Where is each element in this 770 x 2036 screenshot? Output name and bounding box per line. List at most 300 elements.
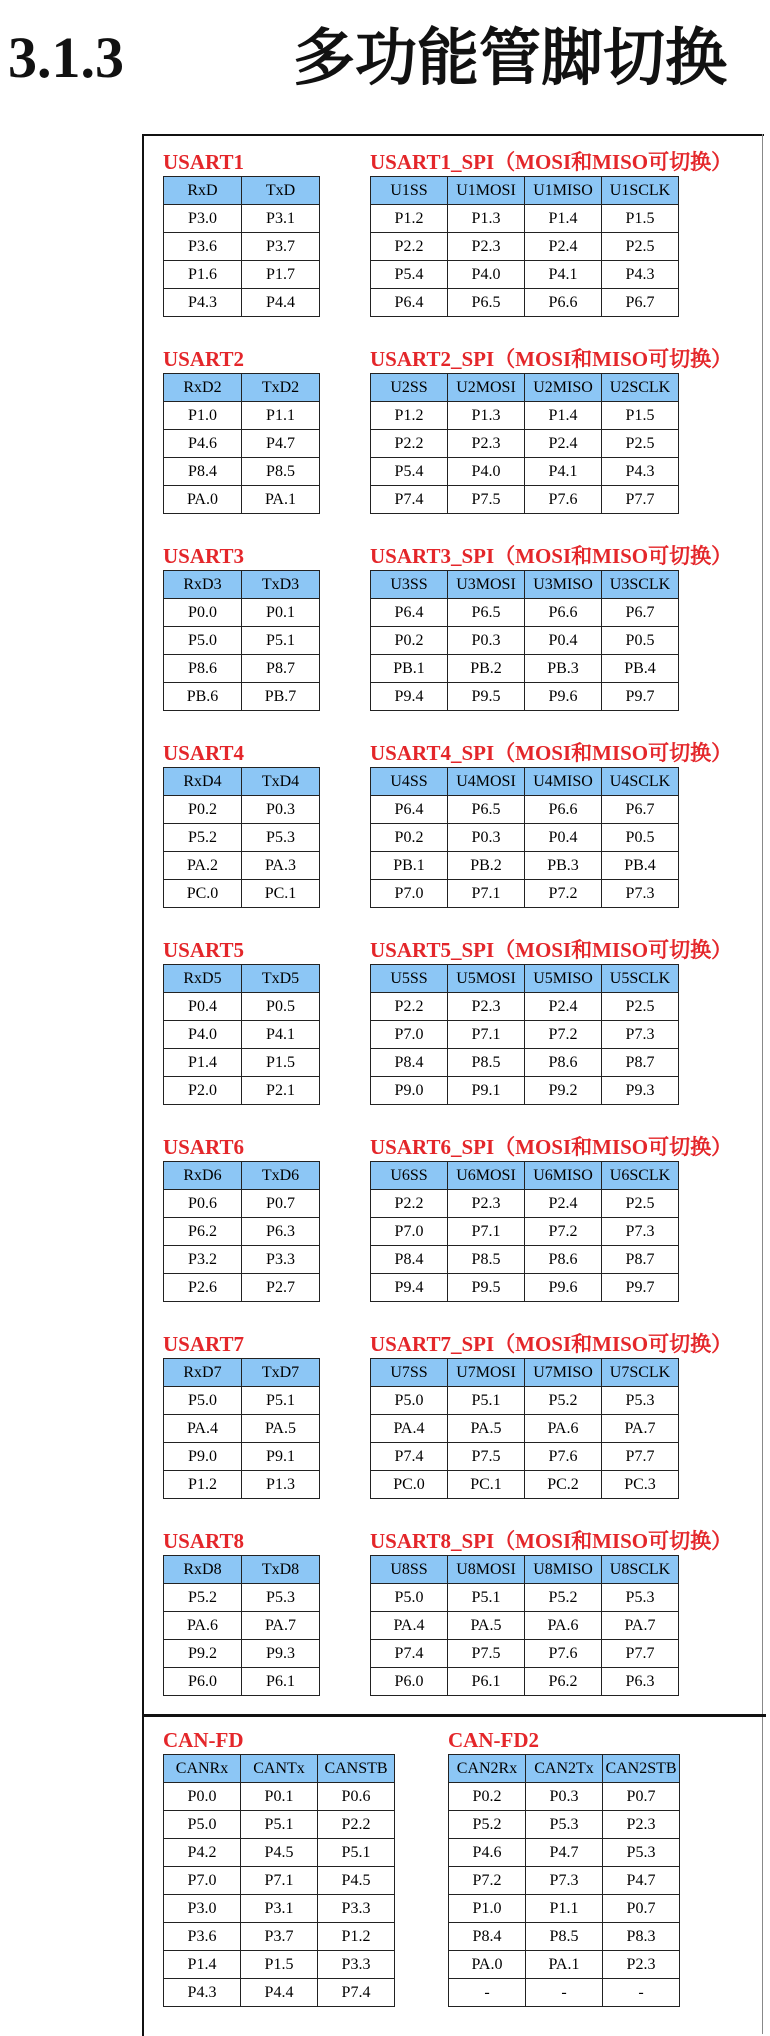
table-header-row [164,374,320,402]
pin-cell: P5.1 [448,1387,525,1415]
table-row [164,1584,320,1612]
usart-spi-label: USART3_SPI（MOSI和MISO可切换） [370,544,733,568]
table-row [371,993,679,1021]
pin-cell: P1.7 [242,261,320,289]
usart-pin-table [163,373,320,514]
pin-cell: P7.0 [371,1021,448,1049]
table-row [164,1895,395,1923]
can-label: CAN-FD2 [448,1728,539,1752]
pin-cell: PA.5 [242,1415,320,1443]
pin-cell: P6.7 [602,599,679,627]
table-row [371,1218,679,1246]
pin-cell: P1.2 [371,402,448,430]
pin-cell: P7.2 [525,1021,602,1049]
table-row [164,1274,320,1302]
pin-cell: P0.7 [242,1190,320,1218]
usart-label: USART5 [163,938,244,962]
table-row [371,1021,679,1049]
table-row [371,655,679,683]
column-header: CAN2Tx [526,1755,603,1783]
pin-cell: P2.5 [602,993,679,1021]
pin-cell: P4.1 [525,261,602,289]
pin-cell: P7.5 [448,1443,525,1471]
pin-cell: P2.3 [448,993,525,1021]
usart-label: USART4 [163,741,244,765]
column-header: U3SCLK [602,571,679,599]
usart-label: USART2 [163,347,244,371]
spi-pin-table [370,1161,679,1302]
pin-cell: P6.2 [164,1218,242,1246]
section-number: 3.1.3 [8,25,124,90]
pin-cell: P0.2 [449,1783,526,1811]
column-header: U8SS [371,1556,448,1584]
pin-cell: P6.1 [242,1668,320,1696]
pin-cell: P7.5 [448,1640,525,1668]
pin-cell: PB.1 [371,655,448,683]
pin-cell: P7.3 [526,1867,603,1895]
pin-cell: P8.4 [164,458,242,486]
spi-pin-table [370,767,679,908]
table-row [371,627,679,655]
pin-cell: P7.2 [525,880,602,908]
pin-cell: P2.7 [242,1274,320,1302]
pin-cell: P2.3 [448,430,525,458]
pin-cell: P3.7 [242,233,320,261]
pin-cell: P7.5 [448,486,525,514]
pin-cell: P9.1 [242,1443,320,1471]
pin-cell: PB.3 [525,655,602,683]
pin-cell: P1.2 [318,1923,395,1951]
pin-cell: PA.4 [371,1415,448,1443]
pin-cell: PA.2 [164,852,242,880]
table-row [164,1387,320,1415]
pin-cell: P9.7 [602,1274,679,1302]
pin-cell: P2.5 [602,233,679,261]
column-header: CAN2STB [603,1755,680,1783]
can-pin-table [163,1754,395,2007]
table-header-row [164,177,320,205]
column-header: U1SS [371,177,448,205]
pin-cell: PB.4 [602,852,679,880]
usart-spi-label: USART7_SPI（MOSI和MISO可切换） [370,1332,733,1356]
table-row [164,1783,395,1811]
column-header: U4MOSI [448,768,525,796]
pin-cell: P4.7 [526,1839,603,1867]
spi-pin-table [370,1555,679,1696]
pin-cell: P7.4 [371,486,448,514]
table-row [164,261,320,289]
pin-cell: P4.3 [164,1979,241,2007]
pin-cell: P9.7 [602,683,679,711]
pin-cell: P4.1 [242,1021,320,1049]
pin-cell: P0.1 [241,1783,318,1811]
pin-cell: P1.4 [525,205,602,233]
pin-cell: PA.5 [448,1612,525,1640]
table-row [164,430,320,458]
pin-cell: P1.5 [242,1049,320,1077]
table-row [164,683,320,711]
pin-cell: PA.7 [602,1415,679,1443]
pin-cell: P2.4 [525,233,602,261]
pin-cell: PC.2 [525,1471,602,1499]
table-header-row [371,1556,679,1584]
pin-cell: P9.5 [448,1274,525,1302]
table-row [164,289,320,317]
pin-cell: P9.2 [525,1077,602,1105]
table-header-row [449,1755,680,1783]
usart-label: USART3 [163,544,244,568]
pin-cell: P9.5 [448,683,525,711]
pin-cell: - [526,1979,603,2007]
pin-cell: P6.3 [602,1668,679,1696]
pin-cell: P0.5 [602,824,679,852]
column-header: TxD [242,177,320,205]
column-header: U8MOSI [448,1556,525,1584]
table-row [371,1471,679,1499]
column-header: CANTx [241,1755,318,1783]
pin-cell: P8.7 [242,655,320,683]
table-row [164,1246,320,1274]
pin-cell: P0.4 [164,993,242,1021]
pin-cell: PA.5 [448,1415,525,1443]
table-row [371,852,679,880]
pin-cell: P9.6 [525,1274,602,1302]
pin-cell: P8.6 [525,1049,602,1077]
pin-cell: P2.4 [525,430,602,458]
pin-cell: P8.5 [242,458,320,486]
usart-pin-table [163,1358,320,1499]
pin-cell: P9.2 [164,1640,242,1668]
column-header: TxD2 [242,374,320,402]
pin-cell: P6.4 [371,796,448,824]
pin-cell: P5.2 [164,1584,242,1612]
column-header: U7SS [371,1359,448,1387]
pin-cell: P0.0 [164,1783,241,1811]
pin-cell: P2.3 [448,233,525,261]
pin-cell: P4.7 [242,430,320,458]
pin-cell: P1.2 [164,1471,242,1499]
table-row [449,1811,680,1839]
table-header-row [371,177,679,205]
column-header: U5MOSI [448,965,525,993]
pin-cell: P4.0 [448,261,525,289]
pin-cell: P5.3 [602,1584,679,1612]
pin-cell: PA.1 [242,486,320,514]
column-header: U1SCLK [602,177,679,205]
spi-pin-table [370,1358,679,1499]
table-header-row [164,1359,320,1387]
table-row [164,1951,395,1979]
pin-cell: P8.6 [525,1246,602,1274]
table-row [164,1218,320,1246]
pin-cell: P2.6 [164,1274,242,1302]
table-row [371,1584,679,1612]
table-row [164,824,320,852]
pin-cell: P1.4 [525,402,602,430]
pin-cell: P6.1 [448,1668,525,1696]
column-header: RxD4 [164,768,242,796]
pin-cell: PA.7 [602,1612,679,1640]
column-header: U4SCLK [602,768,679,796]
column-header: RxD8 [164,1556,242,1584]
pin-cell: P5.3 [603,1839,680,1867]
table-row [371,1190,679,1218]
pin-cell: PB.6 [164,683,242,711]
column-header: U1MISO [525,177,602,205]
table-row [164,852,320,880]
table-row [449,1951,680,1979]
column-header: TxD5 [242,965,320,993]
pin-cell: P0.3 [448,627,525,655]
pin-cell: PC.1 [448,1471,525,1499]
pin-cell: P5.0 [371,1584,448,1612]
column-header: TxD8 [242,1556,320,1584]
pin-cell: P7.1 [241,1867,318,1895]
pin-cell: P6.2 [525,1668,602,1696]
pin-cell: P5.4 [371,458,448,486]
pin-cell: P3.1 [242,205,320,233]
table-row [164,1668,320,1696]
pin-cell: P4.6 [449,1839,526,1867]
table-header-row [164,1162,320,1190]
pin-cell: P1.5 [602,205,679,233]
pin-cell: P5.2 [525,1584,602,1612]
pin-cell: PB.4 [602,655,679,683]
table-row [371,599,679,627]
pin-cell: P1.1 [242,402,320,430]
pin-cell: P7.2 [525,1218,602,1246]
usart-pin-table [163,1555,320,1696]
pin-cell: PA.0 [449,1951,526,1979]
column-header: U7MISO [525,1359,602,1387]
pin-cell: PA.6 [525,1415,602,1443]
pin-cell: P7.1 [448,880,525,908]
column-header: CAN2Rx [449,1755,526,1783]
usart-spi-label: USART6_SPI（MOSI和MISO可切换） [370,1135,733,1159]
pin-cell: P4.3 [602,261,679,289]
pin-cell: P0.6 [318,1783,395,1811]
pin-cell: P6.6 [525,599,602,627]
pin-cell: PA.7 [242,1612,320,1640]
section-title: 多功能管脚切换 [293,21,728,94]
column-header: TxD4 [242,768,320,796]
column-header: U2SS [371,374,448,402]
table-row [164,402,320,430]
pin-cell: P3.0 [164,1895,241,1923]
pin-cell: P5.0 [164,1811,241,1839]
pin-cell: P1.4 [164,1951,241,1979]
table-row [371,1246,679,1274]
column-header: U3MOSI [448,571,525,599]
pin-cell: PA.6 [525,1612,602,1640]
pin-cell: PA.1 [526,1951,603,1979]
usart-spi-label: USART5_SPI（MOSI和MISO可切换） [370,938,733,962]
pin-cell: P9.0 [164,1443,242,1471]
pin-cell: P0.7 [603,1783,680,1811]
table-row [449,1923,680,1951]
column-header: U7SCLK [602,1359,679,1387]
pin-cell: P9.0 [371,1077,448,1105]
pin-cell: P8.5 [448,1049,525,1077]
frame-right-edge [762,134,769,2034]
pin-cell: P5.1 [242,1387,320,1415]
pin-cell: P4.5 [318,1867,395,1895]
column-header: U5SS [371,965,448,993]
pin-cell: P3.1 [241,1895,318,1923]
table-row [371,1443,679,1471]
pin-cell: P4.0 [448,458,525,486]
pin-cell: PC.0 [164,880,242,908]
pin-cell: P0.7 [603,1895,680,1923]
pin-cell: P6.6 [525,796,602,824]
column-header: RxD [164,177,242,205]
pin-cell: P5.3 [602,1387,679,1415]
pin-cell: P6.4 [371,599,448,627]
table-header-row [164,965,320,993]
column-header: RxD2 [164,374,242,402]
pin-cell: P8.6 [164,655,242,683]
pin-cell: PC.3 [602,1471,679,1499]
table-row [449,1979,680,2007]
pin-cell: P6.5 [448,289,525,317]
pin-cell: P0.3 [448,824,525,852]
column-header: TxD7 [242,1359,320,1387]
usart-label: USART8 [163,1529,244,1553]
column-header: U2SCLK [602,374,679,402]
pin-cell: P6.0 [371,1668,448,1696]
usart-label: USART1 [163,150,244,174]
pin-cell: P7.4 [371,1640,448,1668]
table-row [371,458,679,486]
table-row [371,683,679,711]
pin-cell: P1.0 [449,1895,526,1923]
pin-cell: P1.5 [602,402,679,430]
table-row [164,993,320,1021]
pin-cell: P4.3 [602,458,679,486]
pin-cell: PA.3 [242,852,320,880]
column-header: U7MOSI [448,1359,525,1387]
pin-cell: P9.3 [602,1077,679,1105]
table-header-row [371,374,679,402]
pin-cell: P7.1 [448,1021,525,1049]
pin-cell: P9.4 [371,1274,448,1302]
pin-cell: P6.4 [371,289,448,317]
pin-cell: P0.1 [242,599,320,627]
pin-cell: P2.5 [602,1190,679,1218]
column-header: U8MISO [525,1556,602,1584]
pin-cell: P7.7 [602,1640,679,1668]
pin-cell: P0.3 [242,796,320,824]
pin-cell: P1.3 [448,402,525,430]
table-row [164,796,320,824]
table-header-row [164,1755,395,1783]
pin-cell: P0.2 [371,824,448,852]
table-row [371,1640,679,1668]
table-row [371,824,679,852]
table-row [371,261,679,289]
pin-cell: P3.7 [241,1923,318,1951]
pin-cell: P7.1 [448,1218,525,1246]
pin-cell: P5.1 [318,1839,395,1867]
table-row [164,486,320,514]
table-header-row [164,571,320,599]
table-header-row [371,1359,679,1387]
column-header: U2MISO [525,374,602,402]
pin-cell: P3.3 [318,1895,395,1923]
pin-cell: PC.1 [242,880,320,908]
pin-cell: P5.0 [164,627,242,655]
pin-cell: PB.2 [448,852,525,880]
pin-cell: P7.7 [602,486,679,514]
pin-cell: P0.4 [525,824,602,852]
table-row [371,430,679,458]
pin-cell: P6.3 [242,1218,320,1246]
pin-cell: P1.5 [241,1951,318,1979]
pin-cell: P8.7 [602,1246,679,1274]
can-label: CAN-FD [163,1728,244,1752]
table-row [164,1443,320,1471]
pin-cell: P1.6 [164,261,242,289]
pin-cell: P7.6 [525,486,602,514]
pin-cell: P2.2 [318,1811,395,1839]
pin-cell: P7.4 [371,1443,448,1471]
column-header: U5MISO [525,965,602,993]
table-header-row [371,1162,679,1190]
column-header: U4SS [371,768,448,796]
pin-cell: P8.5 [448,1246,525,1274]
pin-cell: P8.7 [602,1049,679,1077]
pin-cell: P0.4 [525,627,602,655]
table-row [164,205,320,233]
column-header: U5SCLK [602,965,679,993]
pin-cell: P7.0 [371,880,448,908]
pin-cell: P6.7 [602,289,679,317]
pin-cell: PB.2 [448,655,525,683]
table-row [164,1612,320,1640]
pin-cell: P4.3 [164,289,242,317]
pin-cell: P7.0 [164,1867,241,1895]
pin-cell: P4.2 [164,1839,241,1867]
table-header-row [164,1556,320,1584]
usart-pin-table [163,176,320,317]
pin-cell: P5.1 [448,1584,525,1612]
usart-pin-table [163,767,320,908]
pin-cell: P6.5 [448,796,525,824]
pin-cell: P3.6 [164,233,242,261]
table-row [164,655,320,683]
can-pin-table [448,1754,680,2007]
table-row [371,1612,679,1640]
pin-cell: P4.7 [603,1867,680,1895]
pin-cell: P5.3 [242,1584,320,1612]
pin-cell: P4.6 [164,430,242,458]
table-header-row [164,768,320,796]
pin-cell: P8.4 [371,1049,448,1077]
pin-cell: P6.0 [164,1668,242,1696]
pin-cell: P4.5 [241,1839,318,1867]
pin-cell: - [603,1979,680,2007]
column-header: U3SS [371,571,448,599]
pin-cell: P0.2 [371,627,448,655]
pin-cell: P5.0 [371,1387,448,1415]
usart-spi-label: USART8_SPI（MOSI和MISO可切换） [370,1529,733,1553]
table-row [371,880,679,908]
table-row [449,1783,680,1811]
pin-cell: P2.3 [603,1951,680,1979]
table-row [449,1839,680,1867]
table-row [371,486,679,514]
column-header: U6MOSI [448,1162,525,1190]
